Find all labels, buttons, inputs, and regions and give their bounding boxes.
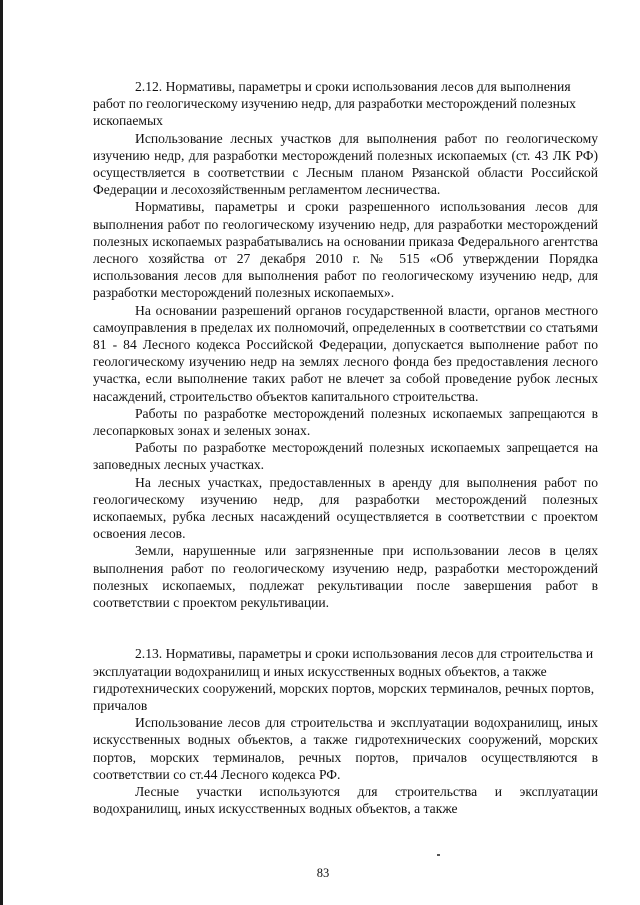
paragraph: На лесных участках, предоставленных в аренду для выполнения работ по геологическому изучению недр, для разработки месторождений полезных ископаемых, рубка лесных насаждений осуществляется в соответствии с проектом освоения лесов.	[93, 474, 598, 542]
paragraph: Нормативы, параметры и сроки разрешенного использования лесов для выполнения работ по геологическому изучению недр, для разработки месторождений полезных ископаемых разрабатывались на основании приказа Федерального агентства лесного хозяйства от 27 декабря 2010 г. № 515 «Об утверждении Порядка использования лесов для выполнения работ по геологическому изучению недр, для разработки месторождений полезных ископаемых».	[93, 199, 598, 301]
page-number: 83	[316, 866, 330, 880]
paragraph: Работы по разработке месторождений полезных ископаемых запрещаются в лесопарковых зонах и зеленых зонах.	[93, 405, 598, 439]
paragraph: На основании разрешений органов государственной власти, органов местного самоуправления в пределах их полномочий, определенных в соответствии со статьями 81 - 84 Лесного кодекса Российской Федерации, допускается выполнение работ по геологическому изучению недр на землях лесного фонда без предоставления лесного участка, если выполнение таких работ не влечет за собой проведение рубок лесных насаждений, строительство объектов капитального строительства.	[93, 302, 598, 404]
paragraph: Использование лесов для строительства и эксплуатации водохранилищ, иных искусственных водных объектов, а также гидротехнических сооружений, морских портов, морских терминалов, речных портов, причалов осуществляются в соответствии со ст.44 Лесного кодекса РФ.	[93, 715, 598, 782]
section-2-13-heading: 2.13. Нормативы, параметры и сроки использования лесов для строительства и эксплуатации водохранилищ и иных искусственных водных объектов, а также гидротехнических сооружений, морских портов, морских терминалов, речных портов, причалов	[93, 646, 595, 713]
scan-speck	[437, 854, 440, 856]
paragraph: Работы по разработке месторождений полезных ископаемых запрещается на заповедных лесных участках.	[93, 440, 598, 473]
section-2-12-heading: 2.12. Нормативы, параметры и сроки использования лесов для выполнения работ по геологическому изучению недр, для разработки месторождений полезных ископаемых	[93, 79, 576, 129]
paragraph: Использование лесных участков для выполнения работ по геологическому изучению недр, для разработки месторождений полезных ископаемых (ст. 43 ЛК РФ) осуществляется в соответствии с Лесным планом Рязанской области Российской Федерации и лесохозяйственным регламентом лесничества.	[93, 130, 598, 198]
section-spacer	[93, 611, 598, 628]
section-spacer	[93, 628, 598, 645]
page-content	[93, 78, 598, 817]
paragraph: Земли, нарушенные или загрязненные при использовании лесов в целях выполнения работ по геологическому изучению недр, разработки месторождений полезных ископаемых, подлежат рекультивации после завершения работ в соответствии с проектом рекультивации.	[93, 543, 598, 611]
paragraph: Лесные участки используются для строительства и эксплуатации водохранилищ, иных искусственных водных объектов, а также	[93, 783, 598, 817]
